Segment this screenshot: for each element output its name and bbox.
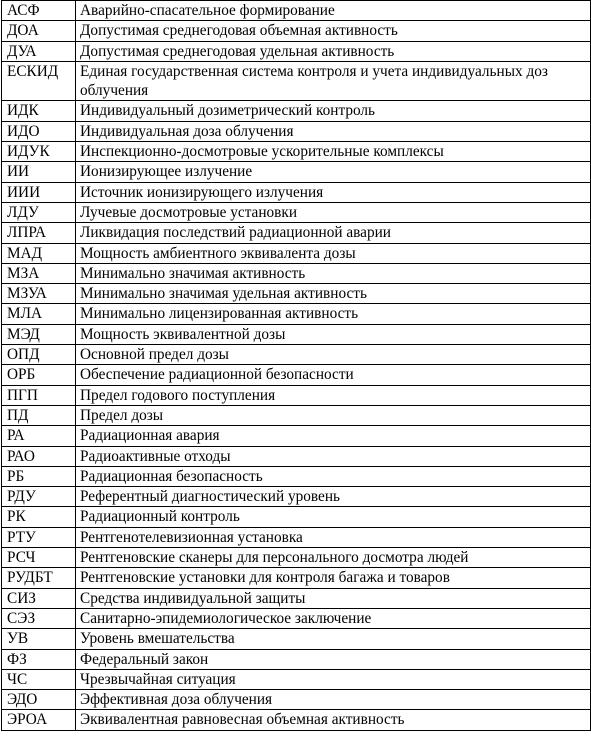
table-row [2,21,591,41]
table-row [2,649,591,669]
definition-cell: Мощность эквивалентной дозы [76,324,591,344]
definition-cell: Уровень вмешательства [76,629,591,649]
definition-cell: Инспекционно-досмотровые ускорительные комплексы [76,142,591,162]
definition-cell: Минимально значимая активность [76,263,591,283]
table-row [2,426,591,446]
table-row [2,365,591,385]
definition-cell: Допустимая среднегодовая удельная активность [76,41,591,61]
definition-cell: Аварийно-спасательное формирование [76,1,591,21]
abbreviation-cell: УВ [2,629,76,649]
table-row [2,345,591,365]
abbreviation-cell: ДОА [2,21,76,41]
definition-cell: Эффективная доза облучения [76,690,591,710]
definition-cell: Индивидуальная доза облучения [76,121,591,141]
definition-cell: Радиационная авария [76,426,591,446]
abbreviation-cell: ОРБ [2,365,76,385]
abbreviation-cell: ИДО [2,121,76,141]
definition-cell: Чрезвычайная ситуация [76,669,591,689]
abbreviation-cell: РТУ [2,527,76,547]
definition-cell: Рентгеновские сканеры для персонального досмотра людей [76,548,591,568]
table-row [2,669,591,689]
abbreviation-cell: СИЗ [2,588,76,608]
table-row [2,548,591,568]
table-row [2,263,591,283]
abbreviation-cell: ПГП [2,385,76,405]
abbreviation-cell: ИИИ [2,182,76,202]
abbreviation-cell: АСФ [2,1,76,21]
abbreviation-cell: РДУ [2,487,76,507]
abbreviation-cell: РАО [2,446,76,466]
definition-cell: Рентгенотелевизионная установка [76,527,591,547]
table-row [2,710,591,730]
definition-cell: Предел годового поступления [76,385,591,405]
abbreviation-cell: ЭДО [2,690,76,710]
definition-cell: Лучевые досмотровые установки [76,202,591,222]
definition-cell: Минимально значимая удельная активность [76,284,591,304]
abbreviation-cell: ИДУК [2,142,76,162]
table-row [2,121,591,141]
abbreviation-cell: ЛПРА [2,223,76,243]
abbreviation-cell: ПД [2,405,76,425]
definition-cell: Предел дозы [76,405,591,425]
definition-cell: Допустимая среднегодовая объемная активность [76,21,591,41]
table-row [2,41,591,61]
abbreviation-cell: ЕСКИД [2,61,76,101]
table-row [2,690,591,710]
table-row [2,527,591,547]
abbreviation-cell: МЗУА [2,284,76,304]
abbreviation-cell: ИИ [2,162,76,182]
table-row [2,284,591,304]
table-row [2,568,591,588]
abbreviation-cell: МЗА [2,263,76,283]
table-row [2,142,591,162]
definition-cell: Санитарно-эпидемиологическое заключение [76,608,591,628]
definition-cell: Референтный диагностический уровень [76,487,591,507]
abbreviation-cell: ОПД [2,345,76,365]
table-row [2,223,591,243]
table-row [2,162,591,182]
definition-cell: Источник ионизирующего излучения [76,182,591,202]
table-row [2,304,591,324]
definition-cell: Единая государственная система контроля и учета индивидуальных доз облучения [76,61,591,101]
table-row [2,466,591,486]
abbreviation-cell: ЭРОА [2,710,76,730]
table-row [2,101,591,121]
definition-cell: Средства индивидуальной защиты [76,588,591,608]
definition-cell: Обеспечение радиационной безопасности [76,365,591,385]
table-row [2,61,591,101]
abbreviations-table [1,0,591,731]
abbreviation-cell: МЭД [2,324,76,344]
definition-cell: Радиационный контроль [76,507,591,527]
table-row [2,608,591,628]
table-row [2,1,591,21]
definition-cell: Индивидуальный дозиметрический контроль [76,101,591,121]
definition-cell: Минимально лицензированная активность [76,304,591,324]
table-row [2,243,591,263]
table-row [2,182,591,202]
table-row [2,324,591,344]
definition-cell: Федеральный закон [76,649,591,669]
definition-cell: Радиоактивные отходы [76,446,591,466]
abbreviation-cell: СЭЗ [2,608,76,628]
abbreviation-cell: РБ [2,466,76,486]
abbreviation-cell: МАД [2,243,76,263]
abbreviation-cell: РК [2,507,76,527]
definition-cell: Мощность амбиентного эквивалента дозы [76,243,591,263]
abbreviation-cell: ФЗ [2,649,76,669]
abbreviation-cell: МЛА [2,304,76,324]
definition-cell: Основной предел дозы [76,345,591,365]
table-row [2,487,591,507]
abbreviation-cell: ИДК [2,101,76,121]
table-row [2,588,591,608]
abbreviation-cell: РУДБТ [2,568,76,588]
table-row [2,507,591,527]
definition-cell: Ионизирующее излучение [76,162,591,182]
table-row [2,202,591,222]
definition-cell: Ликвидация последствий радиационной аварии [76,223,591,243]
table-row [2,385,591,405]
abbreviation-cell: ЛДУ [2,202,76,222]
abbreviations-table-body [2,1,591,731]
table-row [2,405,591,425]
abbreviation-cell: РА [2,426,76,446]
definition-cell: Рентгеновские установки для контроля багажа и товаров [76,568,591,588]
definition-cell: Радиационная безопасность [76,466,591,486]
definition-cell: Эквивалентная равновесная объемная активность [76,710,591,730]
table-row [2,446,591,466]
abbreviation-cell: РСЧ [2,548,76,568]
abbreviation-cell: ЧС [2,669,76,689]
abbreviation-cell: ДУА [2,41,76,61]
table-row [2,629,591,649]
